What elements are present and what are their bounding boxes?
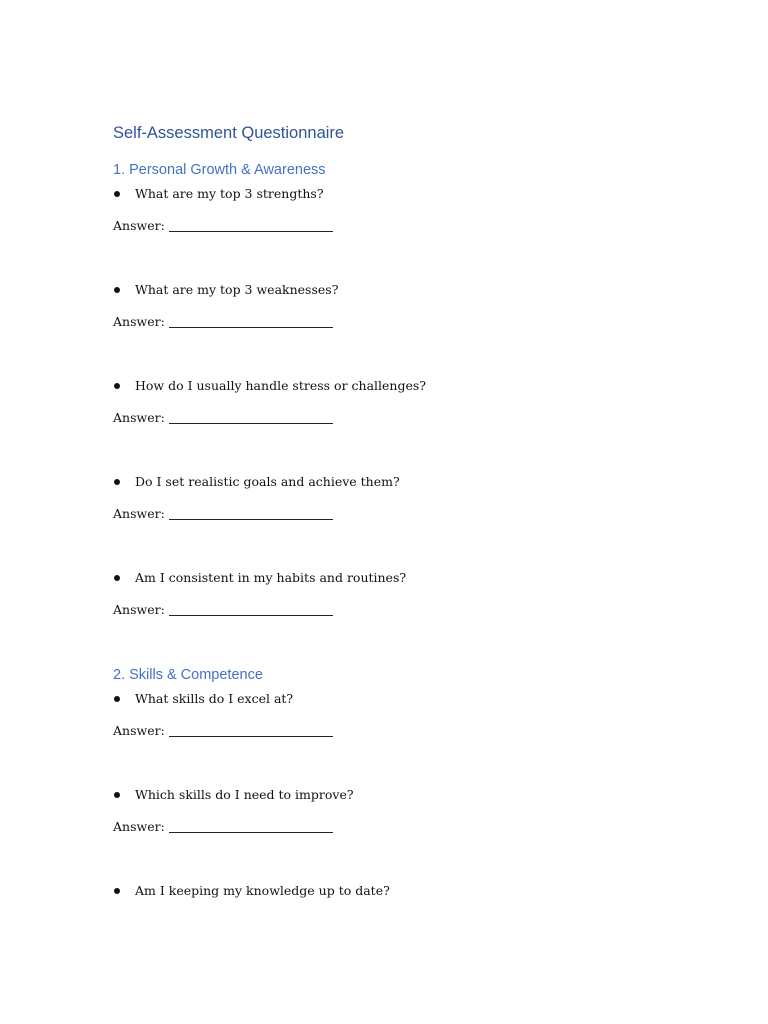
- answer-field[interactable]: [113, 602, 333, 617]
- answer-blank-line[interactable]: [169, 735, 333, 737]
- bullet-icon: [114, 888, 120, 894]
- answer-field[interactable]: [113, 819, 333, 834]
- answer-label: Answer:: [113, 218, 165, 233]
- answer-field[interactable]: [113, 506, 333, 521]
- answer-blank-line[interactable]: [169, 230, 333, 232]
- answer-blank-line[interactable]: [169, 831, 333, 833]
- document-title: Self-Assessment Questionnaire: [113, 124, 345, 142]
- question-text: Which skills do I need to improve?: [135, 787, 354, 802]
- question-item: [113, 378, 426, 393]
- question-item: [113, 883, 390, 898]
- bullet-icon: [114, 287, 120, 293]
- question-text: What are my top 3 weaknesses?: [135, 282, 339, 297]
- answer-blank-line[interactable]: [169, 614, 333, 616]
- answer-label: Answer:: [113, 723, 165, 738]
- bullet-icon: [114, 696, 120, 702]
- bullet-icon: [114, 383, 120, 389]
- answer-label: Answer:: [113, 314, 165, 329]
- section-heading-personal-growth: 1. Personal Growth & Awareness: [113, 162, 326, 178]
- bullet-icon: [114, 792, 120, 798]
- section-heading-skills: 2. Skills & Competence: [113, 667, 263, 683]
- question-text: Am I consistent in my habits and routines?: [135, 570, 407, 585]
- question-text: What skills do I excel at?: [135, 691, 294, 706]
- answer-field[interactable]: [113, 314, 333, 329]
- answer-blank-line[interactable]: [169, 326, 333, 328]
- answer-blank-line[interactable]: [169, 422, 333, 424]
- question-text: What are my top 3 strengths?: [135, 186, 324, 201]
- question-text: Do I set realistic goals and achieve them?: [135, 474, 400, 489]
- answer-label: Answer:: [113, 602, 165, 617]
- question-text: How do I usually handle stress or challenges?: [135, 378, 426, 393]
- question-item: [113, 474, 400, 489]
- question-item: [113, 691, 293, 706]
- answer-label: Answer:: [113, 410, 165, 425]
- answer-field[interactable]: [113, 218, 333, 233]
- answer-field[interactable]: [113, 410, 333, 425]
- bullet-icon: [114, 479, 120, 485]
- question-item: [113, 570, 406, 585]
- answer-field[interactable]: [113, 723, 333, 738]
- answer-label: Answer:: [113, 819, 165, 834]
- question-text: Am I keeping my knowledge up to date?: [135, 883, 390, 898]
- bullet-icon: [114, 191, 120, 197]
- question-item: [113, 787, 354, 802]
- bullet-icon: [114, 575, 120, 581]
- question-item: [113, 282, 338, 297]
- question-item: [113, 186, 324, 201]
- answer-blank-line[interactable]: [169, 518, 333, 520]
- answer-label: Answer:: [113, 506, 165, 521]
